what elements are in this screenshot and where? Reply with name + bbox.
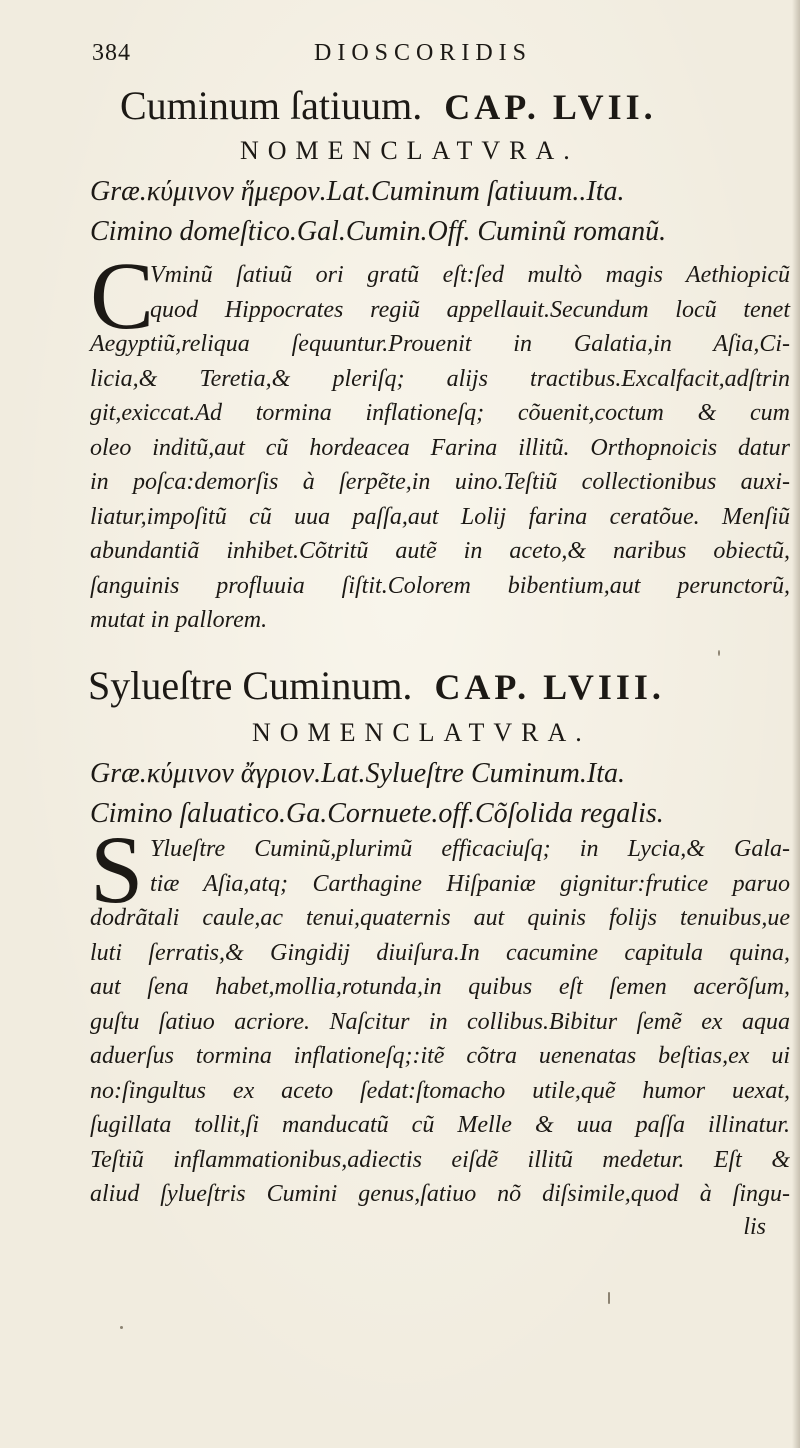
synonym-line: Cimino ſaluatico.Ga.Cornuete.off.Cõſolida regalis. — [90, 798, 664, 829]
text-line: aduerſus tormina inflationeſq;:itẽ cõtra uenenatas beſtias,ex ui — [90, 1043, 790, 1069]
chapter-heading — [120, 84, 760, 129]
text-line: no:ſingultus ex aceto ſedat:ſtomacho utile,quẽ humor uexat, — [90, 1077, 790, 1104]
running-title: DIOSCORIDIS — [314, 40, 533, 66]
synonym-line: Græ.κύμινον ἄγριον.Lat.Sylueſtre Cuminum.Ita. — [90, 758, 625, 789]
text-line: aliud ſylueſtris Cumini genus,ſatiuo nõ diſsimile,quod à ſingu- — [90, 1181, 790, 1207]
text-line: Vminũ ſatiuũ ori gratũ eſt:ſed multò magis Aethiopicũ — [150, 262, 790, 288]
chapter-title: Cuminum ſatiuum. — [120, 83, 423, 128]
text-line: Ylueſtre Cuminũ,plurimũ efficaciuſq; in Lycia,& Gala- — [150, 836, 790, 862]
chapter-heading — [88, 664, 728, 709]
paper-speck — [120, 1326, 123, 1329]
text-line: git,exiccat.Ad tormina inflationeſq; cõuenit,coctum & cum — [90, 400, 790, 426]
text-line: abundantiã inhibet.Cõtritũ autẽ in aceto,& naribus obiectũ, — [90, 538, 790, 564]
page-edge-shadow — [792, 0, 800, 1448]
chapter-number: CAP. LVIII. — [434, 667, 665, 707]
page-number: 384 — [92, 40, 131, 66]
text-line: in poſca:demorſis à ſerpẽte,in uino.Teſtiũ collectionibus auxi- — [90, 469, 790, 495]
text-line: tiæ Aſia,atq; Carthagine Hiſpaniæ gignitur:frutice paruo — [150, 870, 790, 897]
drop-cap: S — [90, 816, 144, 923]
text-line: liatur,impoſitũ cũ uua paſſa,aut Lolij farina ceratõue. Menſiũ — [90, 503, 790, 530]
text-line: mutat in pallorem. — [90, 607, 268, 633]
chapter-title: Sylueſtre Cuminum. — [88, 663, 413, 708]
nomenclatura-heading: NOMENCLATVRA. — [240, 136, 579, 165]
chapter-text — [90, 816, 790, 1212]
synonym-line: Græ.κύμινον ἥμερον.Lat.Cuminum ſatiuum..Ita. — [90, 176, 625, 207]
text-line: guſtu ſatiuo acriore. Naſcitur in collibus.Bibitur ſemẽ ex aqua — [90, 1008, 790, 1035]
catchword: lis — [743, 1214, 766, 1240]
text-line: Teſtiũ inflammationibus,adiectis eiſdẽ illitũ medetur. Eſt & — [90, 1146, 790, 1173]
text-line: ſanguinis profluuia ſiſtit.Colorem bibentium,aut perunctorũ, — [90, 572, 790, 599]
text-line: aut ſena habet,mollia,rotunda,in quibus eſt ſemen acerõſum, — [90, 974, 790, 1000]
synonym-line: Cimino domeſtico.Gal.Cumin.Off. Cuminũ romanũ. — [90, 216, 667, 247]
text-line: luti ſerratis,& Gingidij diuiſura.In cacumine capitula quina, — [90, 939, 790, 966]
chapter-number: CAP. LVII. — [444, 87, 657, 127]
text-line: Aegyptiũ,reliqua ſequuntur.Prouenit in Galatia,in Aſia,Ci- — [90, 331, 790, 357]
text-line: ſugillata tollit,ſi manducatũ cũ Melle & uua paſſa illinatur. — [90, 1112, 790, 1138]
running-head — [92, 40, 760, 80]
text-line: quod Hippocrates regiũ appellauit.Secundum locũ tenet — [150, 296, 790, 323]
chapter-text — [90, 242, 790, 638]
drop-cap: C — [90, 242, 155, 349]
nomenclatura-heading: NOMENCLATVRA. — [252, 718, 591, 747]
text-line: licia,& Teretia,& pleriſq; alijs tractibus.Excalfacit,adſtrin — [90, 365, 790, 392]
text-line: dodrãtali caule,ac tenui,quaternis aut quinis folijs tenuibus,ue — [90, 905, 790, 931]
paper-speck — [718, 650, 720, 656]
text-line: oleo inditũ,aut cũ hordeacea Farina illitũ. Orthopnoicis datur — [90, 434, 790, 461]
paper-speck — [608, 1292, 610, 1304]
